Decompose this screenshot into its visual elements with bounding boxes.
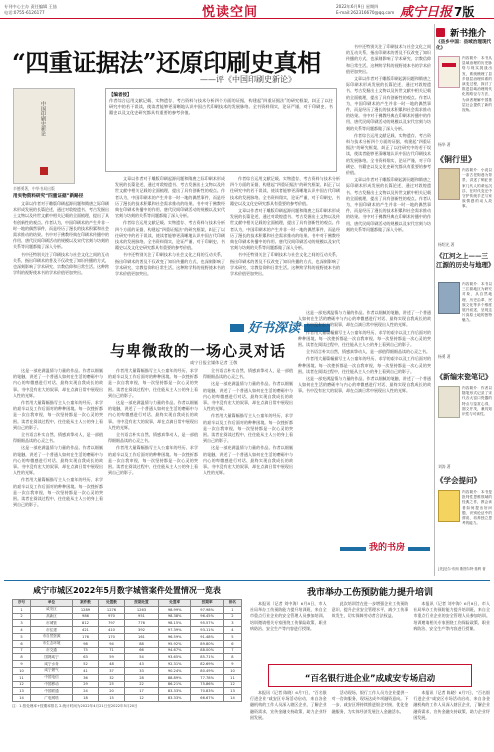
table-row (13, 688, 242, 695)
table-cell: 80.49% (191, 667, 223, 674)
main-body-3b: 书中还特别关注了印刷技术与社会文化之间的互动关系，指出印刷术的普及不仅改变了知识传播的方式，也深刻影响了学术研究、宗教信仰和日常生活。这种跨学科的视野使本书的学术价值更加突出。 (115, 252, 225, 277)
bottom-section-rule (4, 580, 490, 581)
table-cell: 91.48% (191, 633, 223, 640)
table-cell: 32 (98, 674, 124, 681)
table-cell: 66.67% (191, 695, 223, 702)
book-cover-stamp (40, 167, 48, 175)
bottom-body-1: 本报讯（记者 陈晓）6月7日，“百名银行进企业”咸安区专场活动启动，来自各金融机构的工作人员深入辖区企业，了解企业融资需求，宣传金融支持政策，助力企业纾困发展。 (250, 690, 327, 720)
table-cell: 25 (98, 681, 124, 688)
main-body-2b: 作者综合运用文献记载、实物遗存、考古资料与技术分析四个方面的证据，构建起“四重证据法”的研究框架，纠正了以往研究中的若干误读，使读者能够更清晰地认识中国古代印刷技术的发展脉络。全书资料翔实，论证严谨，对于印刷史、书籍史以及文化史研究都具有重要的参考价值。 (115, 220, 225, 251)
table-cell: 93.65% (158, 654, 190, 661)
book-item-4-cover (438, 386, 460, 418)
table-cell: 1263 (125, 606, 159, 613)
table-cell: 89.80% (191, 640, 223, 647)
main-body-1c: 文章以作者对于雕版印刷起源问题和隋唐之际印刷术形成发展的长篇论述，通过对敦煌遗书、考古发掘出土文物以及传世文献中相关记载的全面梳理，提出了具有创新性的观点。作者认为，中国印刷术的产生并非一时一地的偶然事件，而是经历了漫长的技术积累和社会需求推动的结果。书中对于佛教经典在印刷术传播中的作用、唐代民间印刷活动的规模以及宋代官刻与坊刻的关系等问题都做了深入分析。 (230, 208, 340, 251)
skills-headline: 我市举办工伤预防能力提升培训 (306, 588, 433, 598)
table-cell: 59 (98, 654, 124, 661)
table-row (13, 667, 242, 674)
table-cell: 98 (72, 640, 98, 647)
table-cell: 17 (125, 688, 159, 695)
table-cell: 咸宁水务 (31, 661, 73, 668)
table-cell: 咸安区 (31, 606, 73, 613)
book-item-5-cover (438, 490, 460, 522)
table-cell: 国网咸宁 (31, 654, 73, 661)
masthead-left-line1: 专刊中心主办 责任编辑 王喆 (4, 4, 57, 9)
second-body-3c: 全书语言朴实自然，情感真挚动人，是一部值得细细品读的心灵之书。 (108, 432, 198, 444)
bottom-headline: “百名银行进企业”成咸安专场启动 (304, 674, 436, 684)
table-cell: 77.78% (191, 674, 223, 681)
second-body-1f: 这是一部充满温情与力量的作品。作者以细腻的笔触，讲述了一个普通人如何在生活的磨砺中与内心的卑微感进行对话、最终实现自我成长的故事。书中没有宏大的叙事，却在点滴日常中展现出人性的光辉。 (203, 445, 293, 476)
table-header-cell: 排名 (223, 600, 241, 607)
table-row (13, 661, 242, 668)
table-header-cell: 按期率 (191, 600, 223, 607)
second-article-col-3 (203, 368, 293, 576)
second-body-2: 作者用大量篇幅描写主人公童年的经历、求学的艰辛以及工作后面对的种种困境。每一次挫折都是一次自我审视，每一次坚持都是一次心灵的突围。读者在阅读过程中，往往能从主人公的身上看到自己的影子。 (13, 400, 103, 430)
table-cell: 392 (125, 627, 159, 634)
table-cell: 797 (98, 620, 124, 627)
table-cell: 市城管 (31, 620, 73, 627)
table-cell: 13 (13, 688, 31, 695)
table-cell: 9 (13, 661, 31, 668)
bottom-headline-box (268, 664, 472, 687)
book-item-2-cover (438, 168, 460, 200)
table-cell: 48 (98, 661, 124, 668)
table-row (13, 674, 242, 681)
table-cell: 88 (125, 640, 159, 647)
table-cell: 咸宁燃气 (31, 667, 73, 674)
page-number (454, 1, 490, 19)
sales-table-box (12, 585, 242, 743)
table-cell: 410 (98, 627, 124, 634)
table-cell: 市生态环境 (31, 640, 73, 647)
second-body-1h: 这是一部充满温情与力量的作品。作者以细腻的笔触，讲述了一个普通人如何在生活的磨砺中与内心的卑微感进行对话、最终实现自我成长的故事。书中没有宏大的叙事，却在点滴日常中展现出人性的光辉。 (298, 376, 431, 394)
bottom-body-2: 活动现场，银行工作人员为企业提供一对一咨询服务，现场达成多项融资意向。下一步，咸安区将持续推进银企对接，优化金融服务，为实体经济发展注入金融活水。 (331, 690, 409, 714)
table-cell: 12 (223, 681, 241, 688)
main-article-col-2 (115, 176, 225, 309)
sales-table-note: 注：1.按处理率+按期率排名 2.统计时间为2022年4月21日至2022年5月20日 (12, 703, 138, 708)
table-header-cell: 单位 (31, 600, 73, 607)
editor-note-label: 【编者按】 (109, 93, 132, 98)
table-cell: 54 (125, 654, 159, 661)
feature-byline: 咸宁日报全媒体记者 王敬 (190, 360, 238, 365)
book-cover (13, 88, 75, 184)
table-cell: 10 (223, 667, 241, 674)
table-cell: 5 (223, 633, 241, 640)
table-cell: 66 (125, 647, 159, 654)
table-cell: 97.39% (158, 627, 190, 634)
table-cell: 3 (223, 620, 241, 627)
table-cell: 7 (13, 647, 31, 654)
book-item-2-desc: 内容简介：小说以一条古老街巷为背景，讲述了铜匠世家几代人的命运沉浮，在时代变迁中守护传统手艺与家族情感的动人故事。 (462, 168, 492, 209)
table-cell: 88.00% (191, 647, 223, 654)
table-cell: 15 (98, 695, 124, 702)
table-cell: 83.33% (158, 688, 190, 695)
book-item-4 (436, 372, 492, 472)
table-cell: 83.33% (158, 695, 190, 702)
main-headline: “四重证据法”还原印刷史真相 (12, 48, 321, 77)
book-item-5-title: 《学会提问》 (436, 476, 481, 485)
table-cell: 13 (223, 688, 241, 695)
book-item-3 (436, 252, 492, 362)
table-row (13, 654, 242, 661)
table-cell: 1 (13, 606, 31, 613)
table-row (13, 640, 242, 647)
second-body-1e: 这是一部充满温情与力量的作品。作者以细腻的笔触，讲述了一个普通人如何在生活的磨砺中与内心的卑微感进行对话、最终实现自我成长的故事。书中没有宏大的叙事，却在点滴日常中展现出人性的光辉。 (203, 381, 293, 412)
book-item-4-author: 刘涛 著 (438, 464, 451, 469)
table-cell: 12 (125, 695, 159, 702)
second-body-1: 这是一部充满温情与力量的作品。作者以细腻的笔触，讲述了一个普通人如何在生活的磨砺中与内心的卑微感进行对话、最终实现自我成长的故事。书中没有宏大的叙事，却在点滴日常中展现出人性的光辉。 (13, 368, 103, 398)
table-cell: 6 (13, 640, 31, 647)
second-body-3e: 全书语言朴实自然，情感真挚动人，是一部值得细细品读的心灵之书。 (203, 368, 293, 380)
table-cell: 11 (223, 674, 241, 681)
table-cell: 11 (13, 674, 31, 681)
skills-body-1: 本报讯（记者 刘中海）6月8日，市人社局举办工伤预防能力提升培训班，来自全市重点行业企业的安全管理人员参加培训。培训邀请相关专家围绕工伤保险政策、职业病防治、安全生产等内容进行授课。 (250, 601, 327, 631)
table-cell: 广电网络 (31, 695, 73, 702)
table-cell: 98.15% (158, 620, 190, 627)
table-cell: 97.98% (191, 606, 223, 613)
table-cell: 96.59% (158, 633, 190, 640)
table-cell: 28 (125, 674, 159, 681)
feature-banner-title: 好书深读 (244, 317, 304, 336)
table-cell: 41 (72, 667, 98, 674)
main-body-1d: 文章以作者对于雕版印刷起源问题和隋唐之际印刷术形成发展的长篇论述，通过对敦煌遗书、考古发掘出土文物以及传世文献中相关记载的全面梳理，提出了具有创新性的观点。作者认为，中国印刷术的产生并非一时一地的偶然事件，而是经历了漫长的技术积累和社会需求推动的结果。书中对于佛教经典在印刷术传播中的作用、唐代民间印刷活动的规模以及宋代官刻与坊刻的关系等问题都做了深入分析。 (346, 76, 431, 131)
table-cell: 93.11% (191, 627, 223, 634)
table-row (13, 620, 242, 627)
table-row (13, 633, 242, 640)
second-body-2h: 作者用大量篇幅描写主人公童年的经历、求学的艰辛以及工作后面对的种种困境。每一次挫折都是一次自我审视，每一次坚持都是一次心灵的突围。读者在阅读过程中，往往能从主人公的身上看到自己的影子。 (298, 356, 431, 374)
sales-table-body (13, 606, 242, 701)
book-item-4-title: 《新编宋瓷笔记》 (436, 372, 492, 381)
table-cell: 1289 (72, 606, 98, 613)
skills-body (250, 601, 490, 663)
main-body-3c: 书中还特别关注了印刷技术与社会文化之间的互动关系，指出印刷术的普及不仅改变了知识传播的方式，也深刻影响了学术研究、宗教信仰和日常生活。这种跨学科的视野使本书的学术价值更加突出。 (230, 252, 340, 277)
masthead-left-line2: 电话:0755-6126177 (4, 10, 45, 15)
second-body-1b: 这是一部充满温情与力量的作品。作者以细腻的笔触，讲述了一个普通人如何在生活的磨砺中与内心的卑微感进行对话、最终实现自我成长的故事。书中没有宏大的叙事，却在点滴日常中展现出人性的光辉。 (13, 445, 103, 476)
table-cell: 7 (223, 647, 241, 654)
book-item-1-desc: 内容简介：本书从县域治理的历史脉络与现实挑战出发，系统梳理了县乡基层治理体系的演变过程，探讨了推进县域治理现代化的路径与方法，为读者理解中国基层社会提供了新的视角。 (462, 56, 492, 113)
book-item-5-author: [美]尼尔·布朗 斯图尔特·基利 著 (438, 567, 486, 571)
skills-body-2: 此次培训旨在进一步增强企业工伤预防意识，提升企业安全管理水平，减少工伤事故发生，切实保障劳动者合法权益。 (331, 601, 409, 619)
lead-title: 用实物资料研究“四重证据”新路径 (13, 194, 84, 199)
table-cell: 170 (98, 633, 124, 640)
table-cell: 86.21% (158, 681, 190, 688)
editor-note-text: 作者综合运用文献记载、实物遗存、考古资料与技术分析四个方面的证据，构建起“四重证据法”的研究框架，纠正了以往研究中的若干误读，使读者能够更清晰地认识中国古代印刷技术的发展脉络。全书资料翔实，论证严谨，对于印刷史、书籍史以及文化史研究都具有重要的参考价值。 (109, 98, 333, 115)
table-header-cell: 处置率 (158, 600, 190, 607)
table-cell: 36 (72, 674, 98, 681)
table-cell: 94 (98, 640, 124, 647)
second-body-3: 全书语言朴实自然，情感真挚动人，是一部值得细细品读的心灵之书。 (13, 432, 103, 444)
book-item-3-desc: 内容简介：本书以三江源地区为研究对象，从自然地理、历史沿革、民族文化等多个维度展开叙述，呈现这片高原土地的独特魅力。 (462, 282, 492, 323)
table-cell: 24 (72, 688, 98, 695)
table-header-cell: 案件数 (72, 600, 98, 607)
table-cell: 75.86% (191, 681, 223, 688)
table-cell: 951 (125, 613, 159, 620)
table-cell: 812 (72, 620, 98, 627)
book-item-3-cover (438, 282, 460, 314)
main-article-col-1 (13, 201, 109, 309)
book-item-3-author: 杨勇 著 (438, 354, 451, 359)
editor-note-box (105, 88, 337, 172)
date-line: 2022年6月9日 星期四 (336, 4, 379, 9)
table-cell: 18 (72, 695, 98, 702)
table-cell: 22 (125, 681, 159, 688)
table-cell: 43 (125, 661, 159, 668)
second-body-2e: 作者用大量篇幅描写主人公童年的经历、求学的艰辛以及工作后面对的种种困境。每一次挫折都是一次自我审视，每一次坚持都是一次心灵的突围。读者在阅读过程中，往往能从主人公的身上看到自己的影子。 (203, 413, 293, 444)
second-body-3g: 全书语言朴实自然，情感真挚动人，是一部值得细细品读的心灵之书。 (306, 349, 430, 355)
main-body-2d: 作者综合运用文献记载、实物遗存、考古资料与技术分析四个方面的证据，构建起“四重证据法”的研究框架，纠正了以往研究中的若干误读，使读者能够更清晰地认识中国古代印刷技术的发展脉络。全书资料翔实，论证严谨，对于印刷史、书籍史以及文化史研究都具有重要的参考价值。 (346, 132, 431, 176)
second-article-col-1 (13, 368, 103, 576)
table-row (13, 627, 242, 634)
table-cell: 95.92% (158, 640, 190, 647)
main-body-3: 书中还特别关注了印刷技术与社会文化之间的互动关系，指出印刷术的普及不仅改变了知识传播的方式，也深刻影响了学术研究、宗教信仰和日常生活。这种跨学科的视野使本书的学术价值更加突出。 (13, 251, 109, 276)
main-body-1: 文章以作者对于雕版印刷起源问题和隋唐之际印刷术形成发展的长篇论述，通过对敦煌遗书、考古发掘出土文物以及传世文献中相关记载的全面梳理，提出了具有创新性的观点。作者认为，中国印刷术的产生并非一时一地的偶然事件，而是经历了漫长的技术积累和社会需求推动的结果。书中对于佛教经典在印刷术传播中的作用、唐代民间印刷活动的规模以及宋代官刻与坊刻的关系等问题都做了深入分析。 (13, 201, 109, 250)
sales-table-title: 咸宁市城区2022年5月数字城管案件处置情况一览表 (33, 586, 221, 595)
feature-subtitle: 与卑微敌的一场心灵对话 (110, 342, 287, 360)
table-cell: 970 (98, 613, 124, 620)
book-icon (436, 28, 445, 37)
table-cell: 中国移动 (31, 681, 73, 688)
table-cell: 6 (223, 640, 241, 647)
table-cell: 2 (223, 613, 241, 620)
main-body-1b: 文章以作者对于雕版印刷起源问题和隋唐之际印刷术形成发展的长篇论述，通过对敦煌遗书、考古发掘出土文物以及传世文献中相关记载的全面梳理，提出了具有创新性的观点。作者认为，中国印刷术的产生并非一时一地的偶然事件，而是经历了漫长的技术积累和社会需求推动的结果。书中对于佛教经典在印刷术传播中的作用、唐代民间印刷活动的规模以及宋代官刻与坊刻的关系等问题都做了深入分析。 (115, 176, 225, 219)
table-cell: 14 (223, 695, 241, 702)
table-cell: 75 (72, 647, 98, 654)
book-item-2-title: 《铜行里》 (436, 154, 476, 164)
second-article-col-2 (108, 368, 198, 576)
book-item-2-author: 杨绍光 著 (438, 242, 455, 247)
second-body-2b: 作者用大量篇幅描写主人公童年的经历、求学的艰辛以及工作后面对的种种困境。每一次挫折都是一次自我审视，每一次坚持都是一次心灵的突围。读者在阅读过程中，往往能从主人公的身上看到自己的影子。 (13, 477, 103, 508)
table-cell: 20 (98, 688, 124, 695)
bottom-body-1b: 本报讯（记者 陈晓）6月7日，“百名银行进企业”咸安区专场活动启动，来自各金融机构的工作人员深入辖区企业，了解企业融资需求，宣传金融支持政策，助力企业纾困发展。 (413, 690, 490, 720)
book-item-4-desc: 内容简介：作者以随笔形式记录了宋代各大窑口瓷器的特点与鉴赏心得，图文并茂，兼具知识性与可读性。 (462, 386, 492, 417)
table-cell: 高新区 (31, 613, 73, 620)
skills-body-1b: 本报讯（记者 刘中海）6月8日，市人社局举办工伤预防能力提升培训班，来自全市重点行业企业的安全管理人员参加培训。培训邀请相关专家围绕工伤保险政策、职业病防治、安全生产等内容进行授课。 (413, 601, 490, 631)
second-body-1g: 这是一部充满温情与力量的作品。作者以细腻的笔触，讲述了一个普通人如何在生活的磨砺中与内心的卑微感进行对话、最终实现自我成长的故事。书中没有宏大的叙事，却在点滴日常中展现出人性的光辉。 (298, 310, 431, 328)
table-cell: 85.71% (191, 654, 223, 661)
table-cell: 161 (125, 633, 159, 640)
table-cell: 776 (125, 620, 159, 627)
table-cell: 8 (13, 654, 31, 661)
table-cell: 4 (223, 627, 241, 634)
table-cell: 中国联通 (31, 688, 73, 695)
table-cell: 37 (98, 667, 124, 674)
table-row (13, 647, 242, 654)
main-article-col-3 (230, 176, 340, 309)
table-cell: 5 (13, 633, 31, 640)
masthead-rule (0, 18, 494, 19)
table-cell: 88.89% (158, 674, 190, 681)
bottom-article (250, 664, 490, 744)
book-item-2 (436, 154, 492, 250)
right-column-header (436, 22, 492, 41)
table-header-cell: 按期处置 (125, 600, 159, 607)
table-cell: 70.83% (191, 688, 223, 695)
table-cell: 90.24% (158, 667, 190, 674)
page-number-label: 7版 (454, 5, 475, 19)
second-body-1c: 这是一部充满温情与力量的作品。作者以细腻的笔触，讲述了一个普通人如何在生活的磨砺中与内心的卑微感进行对话、最终实现自我成长的故事。书中没有宏大的叙事，却在点滴日常中展现出人性的光辉。 (108, 400, 198, 430)
second-body-2g: 作者用大量篇幅描写主人公童年的经历、求学的艰辛以及工作后面对的种种困境。每一次挫折都是一次自我审视，每一次坚持都是一次心灵的突围。读者在阅读过程中，往往能从主人公的身上看到自己的影子。 (298, 329, 431, 348)
bottom-body (250, 690, 490, 752)
table-cell: 市自然资源 (31, 633, 73, 640)
right-column-header-label: 新书推介 (450, 29, 487, 39)
table-cell: 14 (13, 695, 31, 702)
second-body-2c: 作者用大量篇幅描写主人公童年的经历、求学的艰辛以及工作后面对的种种困境。每一次挫折都是一次自我审视，每一次坚持都是一次心灵的突围。读者在阅读过程中，往往能从主人公的身上看到自己的影子。 (108, 368, 198, 398)
book-item-5 (436, 476, 492, 576)
book-cover-title: 中国印刷史新论 (40, 101, 46, 136)
paper-name: 咸宁日报 (400, 5, 453, 20)
main-subhead: ——评《中国印刷史新论》 (200, 75, 296, 84)
table-cell: 29 (72, 681, 98, 688)
sales-table-header-row (13, 600, 242, 607)
sales-table (12, 599, 242, 702)
table-cell: 市交通 (31, 647, 73, 654)
table-cell: 421 (72, 627, 98, 634)
table-cell: 9 (223, 661, 241, 668)
main-body-3d: 书中还特别关注了印刷技术与社会文化之间的互动关系，指出印刷术的普及不仅改变了知识传播的方式，也深刻影响了学术研究、宗教信仰和日常生活。这种跨学科的视野使本书的学术价值更加突出。 (346, 44, 431, 74)
book-caption: 辛德勇著，中华书局出版 (13, 186, 55, 191)
table-cell: 98.38% (158, 613, 190, 620)
table-row (13, 613, 242, 620)
table-cell: 4 (13, 627, 31, 634)
main-body-1e: 文章以作者对于雕版印刷起源问题和隋唐之际印刷术形成发展的长篇论述，通过对敦煌遗书、考古发掘出土文物以及传世文献中相关记载的全面梳理，提出了具有创新性的观点。作者认为，中国印刷术的产生并非一时一地的偶然事件，而是经历了漫长的技术积累和社会需求推动的结果。书中对于佛教经典在印刷术传播中的作用、唐代民间印刷活动的规模以及宋代官刻与坊刻的关系等问题都做了深入分析。 (346, 177, 431, 232)
book-item-5-desc: 内容简介：本书是批判性思维领域的经典之作，教会读者如何提出好问题、识别论证中的谬误，培养独立思考的能力。 (462, 490, 492, 526)
table-cell: 52 (72, 661, 98, 668)
book-item-1-title: 《县乡中国：县域治理现代化》 (436, 40, 492, 51)
table-cell: 1 (223, 606, 241, 613)
section-title: 悦读空间 (202, 5, 259, 20)
book-item-1-author: 杨华 著 (438, 142, 451, 147)
table-row (13, 681, 242, 688)
table-row (13, 695, 242, 702)
skills-article (250, 585, 490, 661)
table-cell: 中国电信 (31, 674, 73, 681)
table-cell: 176 (72, 633, 98, 640)
bookstore-banner-title: 我的书房 (366, 540, 408, 553)
table-cell: 8 (223, 654, 241, 661)
table-cell: 2 (13, 613, 31, 620)
table-cell: 95.57% (191, 620, 223, 627)
table-cell: 92.31% (158, 661, 190, 668)
table-cell: 3 (13, 620, 31, 627)
table-cell: 市住建 (31, 627, 73, 634)
table-cell: 82.69% (191, 661, 223, 668)
table-cell: 12 (13, 681, 31, 688)
table-cell: 10 (13, 667, 31, 674)
book-item-3-title: 《江河之上——三江源的历史与地理》 (436, 252, 494, 269)
table-cell: 94.67% (158, 647, 190, 654)
table-cell: 63 (72, 654, 98, 661)
table-cell: 98.99% (158, 606, 190, 613)
book-item-1 (436, 40, 492, 150)
table-cell: 96.45% (191, 613, 223, 620)
table-cell: 986 (72, 613, 98, 620)
table-row (13, 606, 242, 613)
table-header-cell: 处置数 (98, 600, 124, 607)
table-cell: 1276 (98, 606, 124, 613)
book-item-1-cover (438, 56, 460, 88)
table-cell: 33 (125, 667, 159, 674)
second-body-2d: 作者用大量篇幅描写主人公童年的经历、求学的艰辛以及工作后面对的种种困境。每一次挫折都是一次自我审视，每一次坚持都是一次心灵的突围。读者在阅读过程中，往往能从主人公的身上看到自己的影子。 (108, 445, 198, 476)
email-line: E-mail:262316670@qq.com (336, 10, 395, 15)
book-item-1-cover-accent (442, 63, 456, 67)
main-body-2c: 作者综合运用文献记载、实物遗存、考古资料与技术分析四个方面的证据，构建起“四重证据法”的研究框架，纠正了以往研究中的若干误读，使读者能够更清晰地认识中国古代印刷技术的发展脉络。全书资料翔实，论证严谨，对于印刷史、书籍史以及文化史研究都具有重要的参考价值。 (230, 176, 340, 206)
table-header-cell: 序号 (13, 600, 31, 607)
table-cell: 71 (98, 647, 124, 654)
